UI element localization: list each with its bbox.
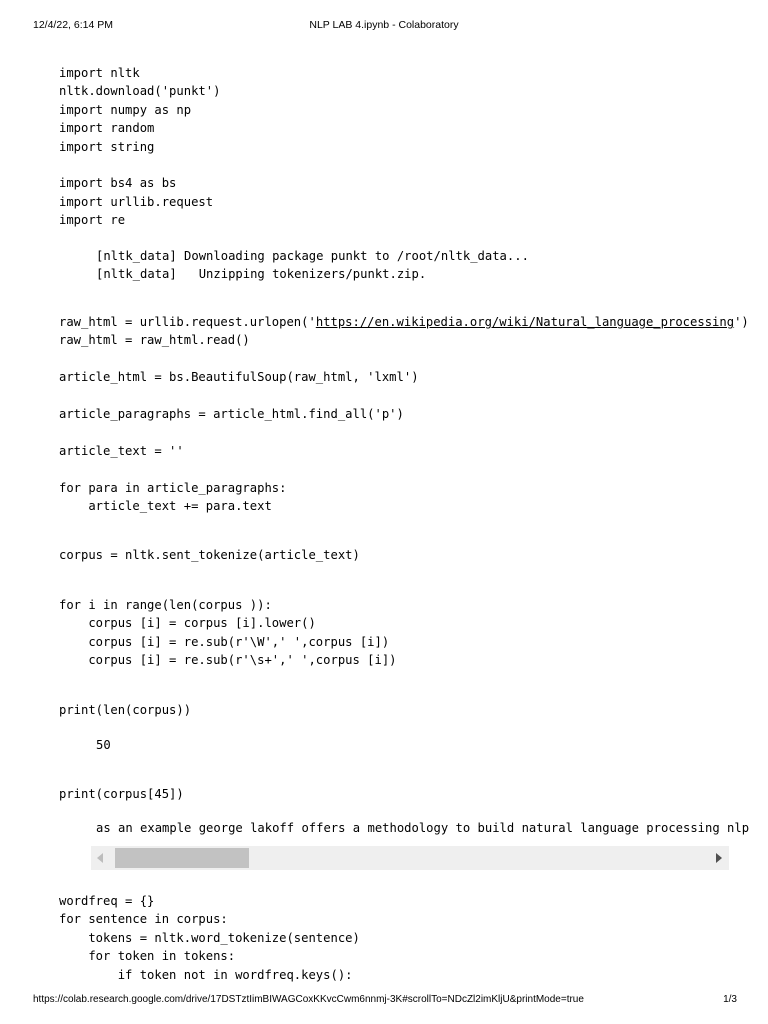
- code-cell-tokenize[interactable]: corpus = nltk.sent_tokenize(article_text): [59, 548, 360, 562]
- output-item: as an example george lakoff offers a methodology to build natural language processing nlp: [96, 821, 750, 835]
- document-title: NLP LAB 4.ipynb - Colaboratory: [309, 19, 459, 31]
- code-cell-cleanup[interactable]: for i in range(len(corpus )): corpus [i] = corpus [i].lower() corpus [i] = re.sub(r'\W',' ',corpus [i]) corpus [i] = re.sub(r'\s+',' ',corpus [i]): [59, 598, 397, 668]
- code-cell-print-item[interactable]: print(corpus[45]): [59, 787, 184, 801]
- scrollbar-thumb[interactable]: [115, 848, 249, 868]
- output-len: 50: [96, 738, 111, 752]
- code-cell-wordfreq[interactable]: wordfreq = {} for sentence in corpus: tokens = nltk.word_tokenize(sentence) for token in tokens: if token not in wordfreq.keys():: [59, 894, 360, 982]
- code-cell-print-len[interactable]: print(len(corpus)): [59, 703, 192, 717]
- code-cell-imports[interactable]: import nltk nltk.download('punkt') import numpy as np import random import string import bs4 as bs import urllib.request import re: [59, 66, 221, 228]
- print-datetime: 12/4/22, 6:14 PM: [33, 19, 113, 31]
- chevron-right-icon[interactable]: [716, 853, 722, 863]
- fetch-code-prefix: raw_html = urllib.request.urlopen(': [59, 315, 316, 329]
- fetch-code-suffix: '): [734, 315, 749, 329]
- output-horizontal-scrollbar[interactable]: [91, 846, 729, 870]
- wikipedia-link[interactable]: https://en.wikipedia.org/wiki/Natural_language_processing: [315, 315, 735, 329]
- print-footer: [0, 992, 768, 1008]
- page-url: https://colab.research.google.com/drive/17DSTztIimBIWAGCoxKKvcCwm6nnmj-3K#scrollTo=NDcZl2imKljU&printMode=true: [33, 994, 584, 1005]
- output-imports: [nltk_data] Downloading package punkt to /root/nltk_data... [nltk_data] Unzipping tokenizers/punkt.zip.: [96, 249, 529, 282]
- code-cell-fetch[interactable]: [59, 313, 749, 515]
- page-number: 1/3: [723, 994, 737, 1005]
- chevron-left-icon[interactable]: [97, 853, 103, 863]
- fetch-code-rest: raw_html = raw_html.read() article_html = bs.BeautifulSoup(raw_html, 'lxml') article_paragraphs = article_html.find_all('p') article_text = '' for para in article_paragraphs: article_text += para.text: [59, 333, 419, 514]
